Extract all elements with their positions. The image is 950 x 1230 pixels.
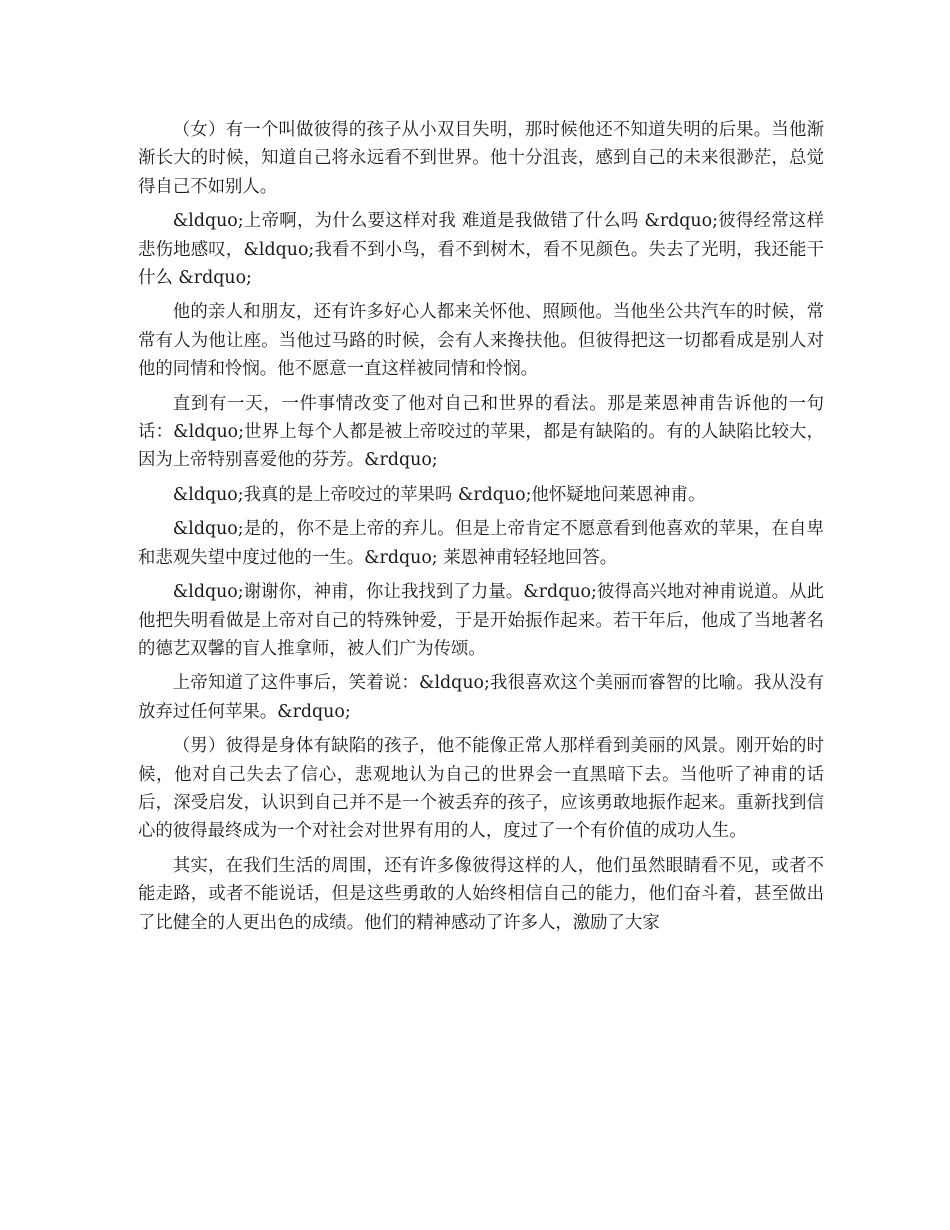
document-body bbox=[138, 116, 824, 943]
paragraph-9: （男）彼得是身体有缺陷的孩子，他不能像正常人那样看到美丽的风景。刚开始的时候，他对自己失去了信心，悲观地认为自己的世界会一直黑暗下去。当他听了神甫的话后，深受启发，认识到自己并不是一个被丢弃的孩子，应该勇敢地振作起来。重新找到信心的彼得最终成为一个对社会对世界有用的人，度过了一个有价值的成功人生。 bbox=[138, 736, 824, 842]
paragraph-10: 其实，在我们生活的周围，还有许多像彼得这样的人，他们虽然眼睛看不见，或者不能走路，或者不能说话，但是这些勇敢的人始终相信自己的能力，他们奋斗着，甚至做出了比健全的人更出色的成绩。他们的精神感动了许多人，激励了大家 bbox=[138, 855, 824, 933]
paragraph-8: 上帝知道了这件事后，笑着说：&ldquo;我很喜欢这个美丽而睿智的比喻。我从没有放弃过任何苹果。&rdquo; bbox=[138, 673, 824, 722]
paragraph-3: 他的亲人和朋友，还有许多好心人都来关怀他、照顾他。当他坐公共汽车的时候，常常有人为他让座。当他过马路的时候，会有人来搀扶他。但彼得把这一切都看成是别人对他的同情和怜悯。他不愿意一直这样被同情和怜悯。 bbox=[138, 302, 824, 380]
paragraph-2: &ldquo;上帝啊，为什么要这样对我 难道是我做错了什么吗 &rdquo;彼得经常这样悲伤地感叹，&ldquo;我看不到小鸟，看不到树木，看不见颜色。失去了光明，我还能干什么 &rdquo; bbox=[138, 211, 824, 289]
paragraph-1: （女）有一个叫做彼得的孩子从小双目失明，那时候他还不知道失明的后果。当他渐渐长大的时候，知道自己将永远看不到世界。他十分沮丧，感到自己的未来很渺茫，总觉得自己不如别人。 bbox=[138, 120, 824, 197]
paragraph-4: 直到有一天，一件事情改变了他对自己和世界的看法。那是莱恩神甫告诉他的一句话：&ldquo;世界上每个人都是被上帝咬过的苹果，都是有缺陷的。有的人缺陷比较大，因为上帝特别喜爱他的芬芳。&rdquo; bbox=[138, 393, 824, 471]
paragraph-5: &ldquo;我真的是上帝咬过的苹果吗 &rdquo;他怀疑地问莱恩神甫。 bbox=[172, 484, 706, 505]
paragraph-7: &ldquo;谢谢你，神甫，你让我找到了力量。&rdquo;彼得高兴地对神甫说道。从此他把失明看做是上帝对自己的特殊钟爱，于是开始振作起来。若干年后，他成了当地著名的德艺双馨的盲人推拿师，被人们广为传颂。 bbox=[138, 582, 824, 659]
paragraph-6: &ldquo;是的，你不是上帝的弃儿。但是上帝肯定不愿意看到他喜欢的苹果，在自卑和悲观失望中度过他的一生。&rdquo; 莱恩神甫轻轻地回答。 bbox=[138, 519, 824, 568]
